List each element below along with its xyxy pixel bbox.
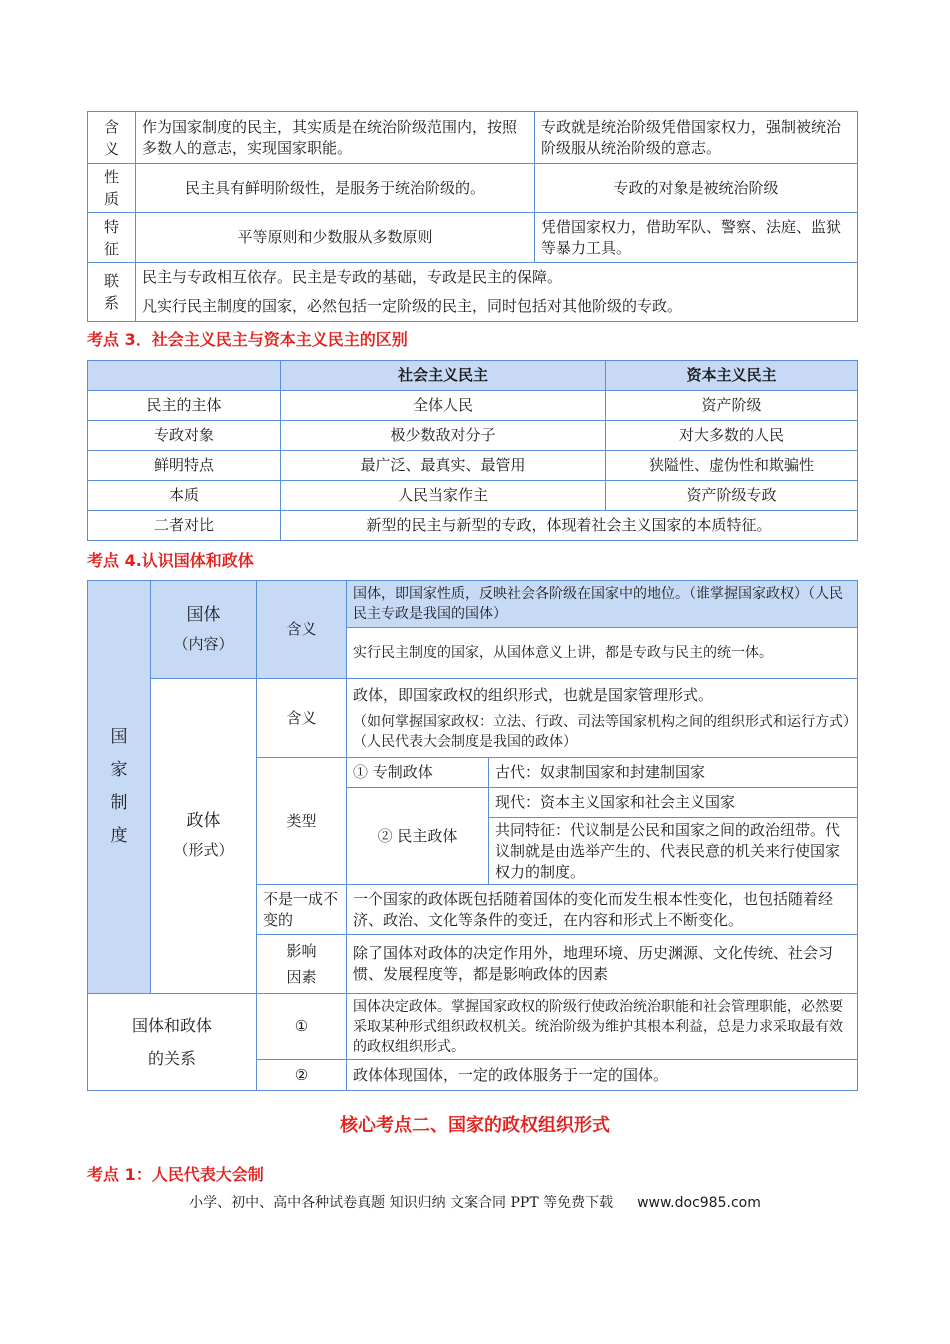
table-row: [88, 481, 858, 511]
guoti-meaning-label: 含义: [257, 581, 347, 679]
footer-url[interactable]: www.doc985.com: [637, 1195, 761, 1211]
relation-line-2: 凡实行民主制度的国家，必然包括一定阶级的民主，同时包括对其他阶级的专政。: [142, 297, 683, 315]
table-row: [88, 213, 858, 263]
table-row: [88, 164, 858, 213]
table-header-row: [88, 361, 858, 391]
state-system-table: [87, 580, 858, 1091]
footer-text: 小学、初中、高中各种试卷真题 知识归纳 文案合同 PPT 等免费下载: [189, 1195, 614, 1211]
capitalist-cell: 狭隘性、虚伪性和欺骗性: [606, 451, 858, 481]
table-row: [88, 391, 858, 421]
table-row: [88, 112, 858, 164]
row-label: 二者对比: [88, 511, 281, 541]
relation-cell: [136, 263, 858, 322]
zhengti-meaning-2: （如何掌握国家政权：立法、行政、司法等国家机构之间的组织形式和运行方式）（人民代表大会制度是我国的政体）: [353, 713, 850, 750]
relation-num-1: ①: [257, 994, 347, 1060]
row-label: 鲜明特点: [88, 451, 281, 481]
header-capitalist: 资本主义民主: [606, 361, 858, 391]
dictatorship-meaning: 专政就是统治阶级凭借国家权力，强制被统治阶级服从统治阶级的意志。: [535, 112, 858, 164]
democracy-meaning: 作为国家制度的民主，其实质是在统治阶级范围内，按照多数人的意志，实现国家职能。: [136, 112, 535, 164]
row-label: 含 义: [88, 112, 136, 164]
table-row: [88, 679, 858, 758]
type-label: 类型: [257, 758, 347, 885]
header-blank: [88, 361, 281, 391]
row-label: 本质: [88, 481, 281, 511]
guoti-title: 国体: [186, 604, 221, 625]
zhengti-meaning-1: 政体，即国家政权的组织形式，也就是国家管理形式。: [353, 685, 714, 704]
relation-label: 国体和政体 的关系: [88, 994, 257, 1091]
zhengti-cell: [151, 679, 257, 994]
socialist-cell: 全体人民: [281, 391, 606, 421]
row-label: 性 质: [88, 164, 136, 213]
guoti-sub: （内容）: [173, 634, 234, 653]
democracy-feature: 平等原则和少数服从多数原则: [136, 213, 535, 263]
relation-text-2: 政体体现国体，一定的政体服务于一定的国体。: [347, 1060, 858, 1091]
table-row: [88, 994, 858, 1060]
dictatorship-feature: 凭借国家权力，借助军队、警察、法庭、监狱等暴力工具。: [535, 213, 858, 263]
capitalist-cell: 对大多数的人民: [606, 421, 858, 451]
socialist-cell: 最广泛、最真实、最管用: [281, 451, 606, 481]
factor-label: 影响 因素: [257, 935, 347, 994]
table-row: [88, 263, 858, 322]
table-row: [88, 421, 858, 451]
capitalist-cell: 资产阶级: [606, 391, 858, 421]
type-autocracy-desc: 古代：奴隶制国家和封建制国家: [489, 758, 858, 788]
type-democracy-desc-2: 共同特征：代议制是公民和国家之间的政治纽带。代议制就是由选举产生的、代表民意的机关来行使国家权力的制度。: [489, 818, 858, 885]
guoti-text-2: 实行民主制度的国家，从国体意义上讲，都是专政与民主的统一体。: [347, 628, 858, 679]
guoti-cell: [151, 581, 257, 679]
democracy-dictatorship-table: [87, 111, 858, 322]
relation-text-1: 国体决定政体。掌握国家政权的阶级行使政治统治职能和社会管理职能，必然要采取某种形式组织政权机关。统治阶级为维护其根本利益，总是力求采取最有效的政权组织形式。: [347, 994, 858, 1060]
header-socialist: 社会主义民主: [281, 361, 606, 391]
socialist-cell: 人民当家作主: [281, 481, 606, 511]
table-row: [88, 451, 858, 481]
dictatorship-nature: 专政的对象是被统治阶级: [535, 164, 858, 213]
row-label: 民主的主体: [88, 391, 281, 421]
state-system-label: 国 家 制 度: [88, 581, 151, 994]
zhengti-meaning: [347, 679, 858, 758]
section-heading-4: 考点 4.认识国体和政体: [87, 551, 254, 570]
relation-num-2: ②: [257, 1060, 347, 1091]
democracy-comparison-table: [87, 360, 858, 541]
core-section-title: 核心考点二、国家的政权组织形式: [340, 1115, 610, 1136]
row-label: 专政对象: [88, 421, 281, 451]
table-row: [88, 581, 858, 628]
page-footer: [0, 1192, 950, 1212]
factor-text: 除了国体对政体的决定作用外，地理环境、历史渊源、文化传统、社会习惯、发展程度等，都是影响政体的因素: [347, 935, 858, 994]
table-row: [88, 511, 858, 541]
section-heading-3: 考点 3．社会主义民主与资本主义民主的区别: [87, 330, 408, 349]
socialist-cell: 极少数敌对分子: [281, 421, 606, 451]
guoti-text-1: 国体，即国家性质，反映社会各阶级在国家中的地位。（谁掌握国家政权）（人民民主专政是我国的国体）: [347, 581, 858, 628]
democracy-nature: 民主具有鲜明阶级性，是服务于统治阶级的。: [136, 164, 535, 213]
row-label: 联 系: [88, 263, 136, 322]
zhengti-meaning-label: 含义: [257, 679, 347, 758]
zhengti-title: 政体: [186, 811, 221, 831]
change-label: 不是一成不变的: [257, 885, 347, 935]
compare-cell: 新型的民主与新型的专政，体现着社会主义国家的本质特征。: [281, 511, 858, 541]
change-text: 一个国家的政体既包括随着国体的变化而发生根本性变化，也包括随着经济、政治、文化等条件的变迁，在内容和形式上不断变化。: [347, 885, 858, 935]
type-democracy-desc-1: 现代：资本主义国家和社会主义国家: [489, 788, 858, 818]
capitalist-cell: 资产阶级专政: [606, 481, 858, 511]
zhengti-sub: （形式）: [173, 841, 234, 859]
section-heading-next: 考点 1：人民代表大会制: [87, 1165, 264, 1184]
type-democracy: ② 民主政体: [347, 788, 489, 885]
relation-line-1: 民主与专政相互依存。民主是专政的基础，专政是民主的保障。: [142, 268, 563, 286]
type-autocracy: ① 专制政体: [347, 758, 489, 788]
row-label: 特 征: [88, 213, 136, 263]
